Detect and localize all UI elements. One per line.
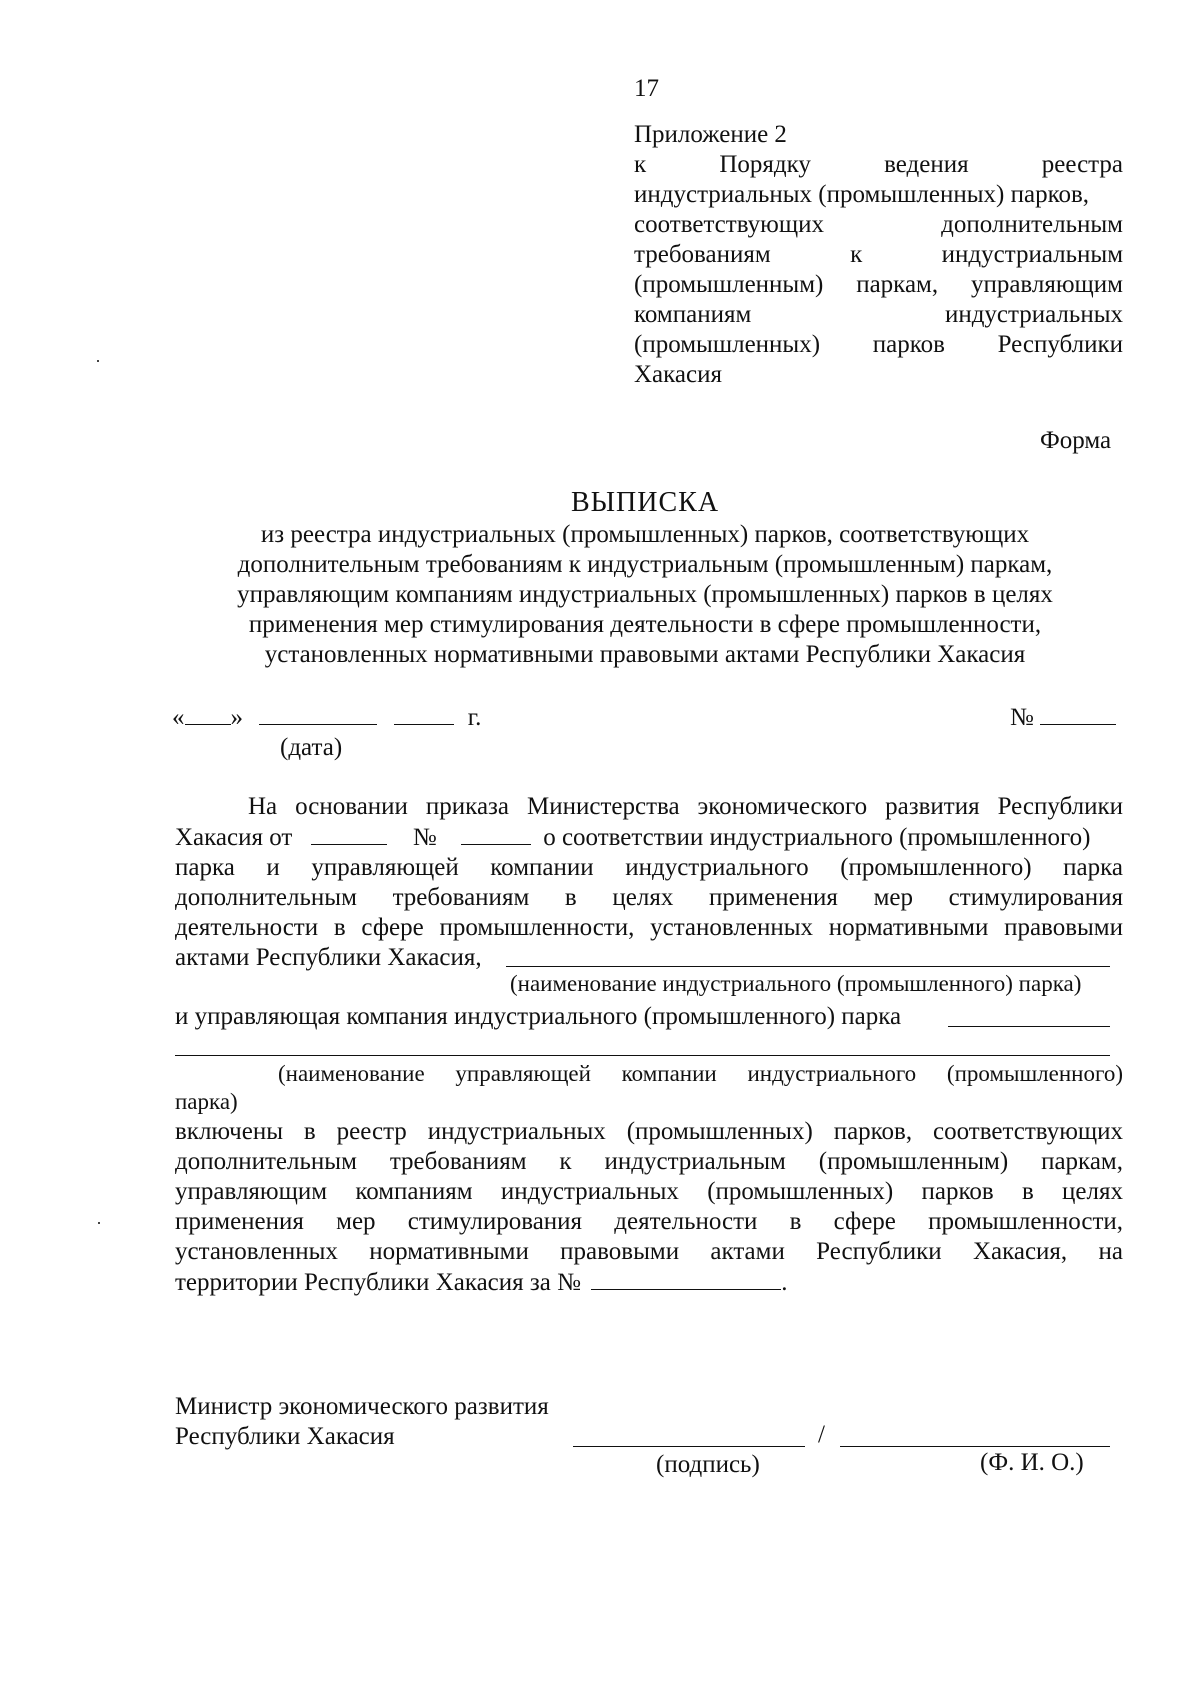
form-label: Форма [1040,427,1112,454]
month-blank[interactable] [259,702,377,725]
close-quote: » [230,704,243,731]
heading-title: ВЫПИСКА [570,487,720,518]
full-name-blank[interactable] [840,1446,1110,1447]
appendix-line: (промышленных) парков Республики [634,331,1124,358]
body-line: На основании приказа Министерства экономического развития Республики [248,793,1123,820]
body-line: установленных нормативными правовыми актами Республики Хакасия, на [175,1238,1123,1265]
appendix-line: требованиям к индустриальным [634,241,1124,268]
body-line: включены в реестр индустриальных (промышленных) парков, соответствующих [175,1118,1123,1145]
body-line: деятельности в сфере промышленности, установленных нормативными правовыми [175,914,1123,941]
park-name-blank[interactable] [506,966,1110,967]
signature-blank[interactable] [573,1446,805,1447]
appendix-title: Приложение 2 [634,121,787,148]
signature-slash: / [818,1421,825,1448]
number-field [1010,702,1116,733]
appendix-line: компаниям индустриальных [634,301,1123,328]
appendix-line: индустриальных (промышленных) парков, [634,181,1090,208]
appendix-line: соответствующих дополнительным [634,211,1123,238]
minister-title: Министр экономического развития [175,1393,549,1420]
heading-line: дополнительным требованиям к индустриальным (промышленным) паркам, [237,551,1053,578]
appendix-block [634,120,1123,390]
open-quote: « [172,704,185,731]
company-name-caption-2: парка) [175,1089,238,1114]
number-blank[interactable] [1040,702,1116,725]
year-blank[interactable] [394,702,454,725]
minister-title-2: Республики Хакасия [175,1423,395,1450]
date-row [172,702,481,733]
body-paragraph [175,792,1123,973]
registry-number-blank[interactable] [591,1267,781,1290]
full-name-caption: (Ф. И. О.) [980,1449,1084,1476]
body-paragraph [175,1117,1123,1298]
appendix-line: (промышленным) паркам, управляющим [634,271,1124,298]
heading-line: управляющим компаниям индустриальных (промышленных) парков в целях [237,581,1053,608]
body-line: дополнительным требованиям в целях применения мер стимулирования [175,884,1123,911]
heading-line: из реестра индустриальных (промышленных) парков, соответствующих [260,521,1030,548]
park-name-caption: (наименование индустриального (промышленного) парка) [510,971,1082,996]
heading-line: установленных нормативными правовыми актами Республики Хакасия [264,641,1026,668]
day-blank[interactable] [185,702,231,725]
date-caption: (дата) [280,734,343,761]
appendix-line: к Порядку ведения реестра [634,151,1123,178]
body-line: парка и управляющей компании индустриального (промышленного) парка [175,854,1123,881]
scan-speck [97,360,99,362]
body-line: актами Республики Хакасия, [175,944,482,971]
order-number-blank[interactable] [461,822,531,845]
company-name-caption: (наименование управляющей компании индустриального (промышленного) [278,1061,1123,1086]
appendix-line: Хакасия [634,361,722,388]
heading-line: применения мер стимулирования деятельности в сфере промышленности, [248,611,1042,638]
body-line: управляющим компаниям индустриальных (промышленных) парков в целях [175,1178,1123,1205]
scan-speck [98,1222,100,1224]
company-name-blank[interactable] [948,1026,1110,1027]
page-number: 17 [634,75,659,102]
year-suffix: г. [467,704,482,731]
company-name-blank-2[interactable] [175,1055,1110,1056]
signature-caption: (подпись) [656,1451,760,1478]
body-line: применения мер стимулирования деятельности в сфере промышленности, [175,1208,1123,1235]
number-sign: № [1010,704,1034,731]
body-line: дополнительным требованиям к индустриальным (промышленным) паркам, [175,1148,1123,1175]
body-line: территории Республики Хакасия за № . [175,1269,788,1296]
body-line: и управляющая компания индустриального (промышленного) парка [175,1003,902,1030]
document-heading [160,486,1130,670]
body-line: Хакасия от № о соответствии индустриального (промышленного) [175,824,1091,851]
order-date-blank[interactable] [311,822,387,845]
